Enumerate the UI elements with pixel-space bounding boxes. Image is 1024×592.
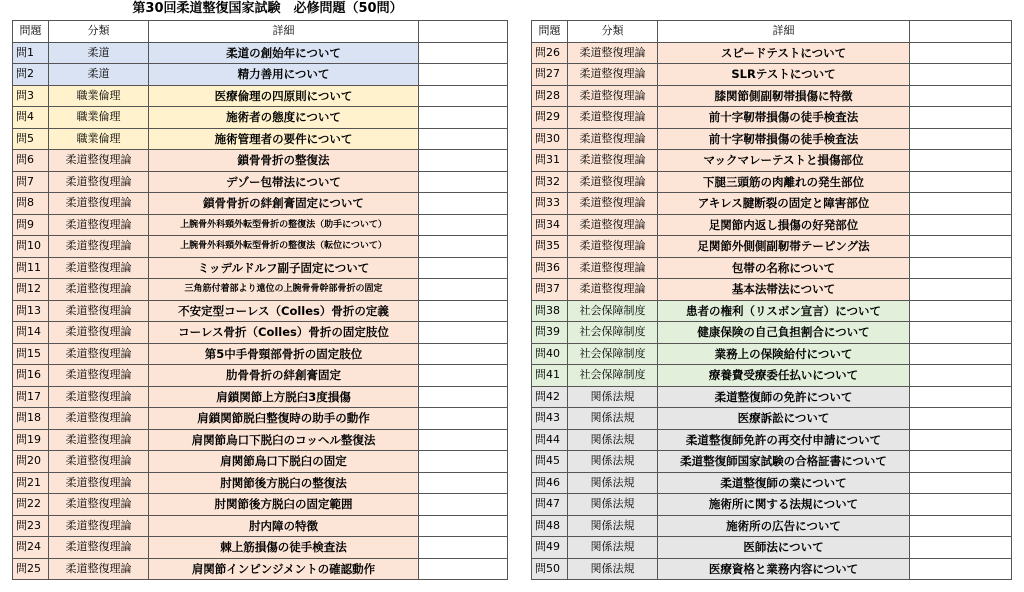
blank-cell [419,365,508,387]
question-number: 問15 [13,343,49,365]
blank-cell [910,85,1012,107]
blank-cell [419,85,508,107]
question-category: 社会保障制度 [568,343,658,365]
question-number: 問44 [532,429,568,451]
question-category: 柔道整復理論 [49,150,149,172]
header-num: 問題 [13,21,49,43]
question-number: 問26 [532,42,568,64]
question-number: 問24 [13,537,49,559]
table-row [532,128,1012,150]
blank-cell [910,64,1012,86]
table-row [532,107,1012,129]
blank-cell [910,322,1012,344]
question-detail: デゾー包帯法について [149,171,419,193]
question-detail: 業務上の保険給付について [658,343,910,365]
question-detail: 足関節外側側副靭帯テーピング法 [658,236,910,258]
table-row [13,107,508,129]
question-category: 柔道整復理論 [49,537,149,559]
question-category: 柔道整復理論 [49,300,149,322]
question-number: 問16 [13,365,49,387]
blank-cell [419,171,508,193]
question-category: 柔道整復理論 [568,279,658,301]
question-number: 問11 [13,257,49,279]
question-number: 問14 [13,322,49,344]
table-row [532,193,1012,215]
question-detail: 肘関節後方脱臼の整復法 [149,472,419,494]
question-number: 問42 [532,386,568,408]
question-category: 柔道整復理論 [568,150,658,172]
question-detail: ミッデルドルフ副子固定について [149,257,419,279]
question-category: 柔道整復理論 [49,429,149,451]
blank-cell [910,365,1012,387]
question-number: 問50 [532,558,568,580]
question-detail: 患者の権利（リスボン宣言）について [658,300,910,322]
question-number: 問21 [13,472,49,494]
table-row [532,42,1012,64]
question-category: 柔道整復理論 [568,257,658,279]
question-number: 問12 [13,279,49,301]
table-row [532,64,1012,86]
question-category: 柔道整復理論 [49,558,149,580]
blank-cell [419,451,508,473]
question-number: 問45 [532,451,568,473]
table-row [13,408,508,430]
question-category: 関係法規 [568,386,658,408]
question-number: 問33 [532,193,568,215]
question-detail: 肋骨骨折の絆創膏固定 [149,365,419,387]
question-number: 問6 [13,150,49,172]
header-detail: 詳細 [149,21,419,43]
table-row [13,64,508,86]
header-blank [419,21,508,43]
header-num: 問題 [532,21,568,43]
question-category: 柔道整復理論 [49,257,149,279]
table-row [13,365,508,387]
question-detail: 肩関節インピンジメントの確認動作 [149,558,419,580]
question-number: 問28 [532,85,568,107]
blank-cell [419,107,508,129]
question-detail: 医療訴訟について [658,408,910,430]
blank-cell [910,343,1012,365]
blank-cell [910,279,1012,301]
question-category: 柔道整復理論 [568,85,658,107]
table-row [13,128,508,150]
question-detail: 上腕骨外科頸外転型骨折の整復法（助手について） [149,214,419,236]
question-category: 柔道整復理論 [49,472,149,494]
question-category: 柔道整復理論 [49,322,149,344]
question-detail: 前十字靭帯損傷の徒手検査法 [658,107,910,129]
question-category: 柔道 [49,42,149,64]
blank-cell [910,494,1012,516]
blank-cell [419,408,508,430]
blank-cell [910,300,1012,322]
table-row [13,494,508,516]
table-row [13,85,508,107]
table-row [13,42,508,64]
blank-cell [910,408,1012,430]
blank-cell [419,150,508,172]
question-number: 問31 [532,150,568,172]
table-row [532,85,1012,107]
table-row [13,537,508,559]
table-row [532,472,1012,494]
question-category: 社会保障制度 [568,300,658,322]
table-row [13,214,508,236]
blank-cell [910,150,1012,172]
blank-cell [910,429,1012,451]
question-category: 柔道整復理論 [568,171,658,193]
table-row [532,429,1012,451]
question-detail: 医療倫理の四原則について [149,85,419,107]
table-row [13,171,508,193]
table-row [13,193,508,215]
table-row [13,322,508,344]
blank-cell [910,257,1012,279]
blank-cell [910,42,1012,64]
table-row [532,279,1012,301]
question-number: 問49 [532,537,568,559]
table-row [532,236,1012,258]
question-number: 問39 [532,322,568,344]
question-number: 問9 [13,214,49,236]
question-number: 問4 [13,107,49,129]
question-number: 問8 [13,193,49,215]
question-number: 問1 [13,42,49,64]
question-category: 柔道整復理論 [49,279,149,301]
question-number: 問36 [532,257,568,279]
question-category: 柔道整復理論 [49,236,149,258]
question-number: 問20 [13,451,49,473]
question-detail: 肩鎖関節脱臼整復時の助手の動作 [149,408,419,430]
blank-cell [910,515,1012,537]
blank-cell [910,558,1012,580]
blank-cell [419,558,508,580]
table-row [532,171,1012,193]
question-detail: 柔道整復師の業について [658,472,910,494]
question-category: 柔道整復理論 [568,236,658,258]
question-number: 問25 [13,558,49,580]
question-number: 問19 [13,429,49,451]
question-detail: 療養費受療委任払いについて [658,365,910,387]
question-table-left [12,20,508,580]
question-detail: 施術所に関する法規について [658,494,910,516]
question-category: 関係法規 [568,451,658,473]
blank-cell [419,515,508,537]
blank-cell [910,193,1012,215]
blank-cell [419,386,508,408]
question-detail: 基本法帯法について [658,279,910,301]
question-detail: 棘上筋損傷の徒手検査法 [149,537,419,559]
question-detail: 肩関節烏口下脱臼のコッヘル整復法 [149,429,419,451]
question-category: 柔道整復理論 [49,193,149,215]
question-detail: SLRテストについて [658,64,910,86]
blank-cell [419,429,508,451]
blank-cell [419,343,508,365]
question-number: 問10 [13,236,49,258]
question-number: 問47 [532,494,568,516]
question-detail: 不安定型コーレス（Colles）骨折の定義 [149,300,419,322]
question-category: 柔道 [49,64,149,86]
blank-cell [419,236,508,258]
blank-cell [419,193,508,215]
question-number: 問27 [532,64,568,86]
table-row [532,558,1012,580]
question-detail: 三角筋付着部より遠位の上腕骨骨幹部骨折の固定 [149,279,419,301]
blank-cell [419,214,508,236]
header-blank [910,21,1012,43]
question-category: 職業倫理 [49,107,149,129]
table-row [532,150,1012,172]
question-detail: 健康保険の自己負担割合について [658,322,910,344]
blank-cell [910,236,1012,258]
question-detail: 医師法について [658,537,910,559]
question-detail: 施術所の広告について [658,515,910,537]
question-detail: 柔道整復師の免許について [658,386,910,408]
blank-cell [419,472,508,494]
question-detail: 上腕骨外科頸外転型骨折の整復法（転位について） [149,236,419,258]
question-detail: 精力善用について [149,64,419,86]
table-row [13,343,508,365]
question-category: 柔道整復理論 [49,408,149,430]
question-number: 問32 [532,171,568,193]
table-row [532,515,1012,537]
blank-cell [910,171,1012,193]
question-detail: アキレス腱断裂の固定と障害部位 [658,193,910,215]
question-number: 問35 [532,236,568,258]
page-title: 第30回柔道整復国家試験 必修問題（50問） [132,1,403,16]
table-row [13,150,508,172]
question-category: 社会保障制度 [568,365,658,387]
question-detail: マックマレーテストと損傷部位 [658,150,910,172]
question-number: 問30 [532,128,568,150]
question-number: 問23 [13,515,49,537]
question-number: 問13 [13,300,49,322]
question-number: 問43 [532,408,568,430]
blank-cell [419,257,508,279]
question-number: 問41 [532,365,568,387]
question-detail: 下腿三頭筋の肉離れの発生部位 [658,171,910,193]
question-detail: 包帯の名称について [658,257,910,279]
question-category: 柔道整復理論 [568,107,658,129]
question-category: 柔道整復理論 [49,494,149,516]
question-number: 問29 [532,107,568,129]
blank-cell [419,537,508,559]
question-table-right [531,20,1012,580]
blank-cell [419,64,508,86]
blank-cell [419,300,508,322]
question-detail: 肘関節後方脱臼の固定範囲 [149,494,419,516]
table-row [13,429,508,451]
question-number: 問5 [13,128,49,150]
blank-cell [910,386,1012,408]
question-detail: 膝関節側副靭帯損傷に特徴 [658,85,910,107]
question-category: 関係法規 [568,494,658,516]
question-category: 柔道整復理論 [568,64,658,86]
table-row [532,300,1012,322]
question-category: 柔道整復理論 [49,386,149,408]
question-number: 問34 [532,214,568,236]
question-category: 関係法規 [568,537,658,559]
question-category: 職業倫理 [49,85,149,107]
table-row [13,279,508,301]
table-row [13,386,508,408]
blank-cell [910,107,1012,129]
question-detail: 前十字靭帯損傷の徒手検査法 [658,128,910,150]
question-detail: 足関節内返し損傷の好発部位 [658,214,910,236]
question-detail: 鎖骨骨折の整復法 [149,150,419,172]
question-detail: 第5中手骨頸部骨折の固定肢位 [149,343,419,365]
question-category: 柔道整復理論 [49,515,149,537]
header-row [13,21,508,43]
question-category: 関係法規 [568,472,658,494]
blank-cell [419,322,508,344]
blank-cell [910,451,1012,473]
table-row [532,494,1012,516]
blank-cell [910,537,1012,559]
table-row [532,365,1012,387]
question-detail: 柔道整復師免許の再交付申請について [658,429,910,451]
table-row [532,214,1012,236]
table-row [532,451,1012,473]
question-category: 柔道整復理論 [568,42,658,64]
question-category: 柔道整復理論 [568,214,658,236]
question-category: 社会保障制度 [568,322,658,344]
question-category: 柔道整復理論 [568,128,658,150]
question-number: 問48 [532,515,568,537]
question-number: 問46 [532,472,568,494]
question-category: 関係法規 [568,515,658,537]
question-number: 問40 [532,343,568,365]
question-category: 関係法規 [568,408,658,430]
table-row [532,322,1012,344]
question-detail: 鎖骨骨折の絆創膏固定について [149,193,419,215]
blank-cell [419,128,508,150]
question-number: 問37 [532,279,568,301]
question-number: 問18 [13,408,49,430]
table-row [13,472,508,494]
question-number: 問38 [532,300,568,322]
question-number: 問3 [13,85,49,107]
table-row [13,515,508,537]
question-detail: 肩鎖関節上方脱臼3度損傷 [149,386,419,408]
question-detail: 柔道整復師国家試験の合格証書について [658,451,910,473]
table-row [532,408,1012,430]
blank-cell [910,472,1012,494]
question-detail: 施術者の態度について [149,107,419,129]
blank-cell [910,128,1012,150]
question-detail: スピードテストについて [658,42,910,64]
question-category: 柔道整復理論 [49,451,149,473]
table-row [13,300,508,322]
table-row [13,236,508,258]
question-category: 職業倫理 [49,128,149,150]
table-row [532,343,1012,365]
table-row [532,386,1012,408]
table-row [13,451,508,473]
table-row [532,537,1012,559]
question-detail: 医療資格と業務内容について [658,558,910,580]
question-detail: 肩関節烏口下脱臼の固定 [149,451,419,473]
question-category: 柔道整復理論 [568,193,658,215]
header-category: 分類 [49,21,149,43]
question-detail: 柔道の創始年について [149,42,419,64]
question-detail: 肘内障の特徴 [149,515,419,537]
question-category: 柔道整復理論 [49,214,149,236]
blank-cell [419,494,508,516]
question-category: 柔道整復理論 [49,171,149,193]
question-category: 関係法規 [568,558,658,580]
table-row [13,257,508,279]
question-category: 関係法規 [568,429,658,451]
question-number: 問2 [13,64,49,86]
header-category: 分類 [568,21,658,43]
blank-cell [419,42,508,64]
blank-cell [419,279,508,301]
header-row [532,21,1012,43]
table-row [532,257,1012,279]
question-number: 問22 [13,494,49,516]
question-category: 柔道整復理論 [49,343,149,365]
question-number: 問7 [13,171,49,193]
question-detail: 施術管理者の要件について [149,128,419,150]
blank-cell [910,214,1012,236]
question-detail: コーレス骨折（Colles）骨折の固定肢位 [149,322,419,344]
header-detail: 詳細 [658,21,910,43]
question-category: 柔道整復理論 [49,365,149,387]
question-number: 問17 [13,386,49,408]
table-row [13,558,508,580]
